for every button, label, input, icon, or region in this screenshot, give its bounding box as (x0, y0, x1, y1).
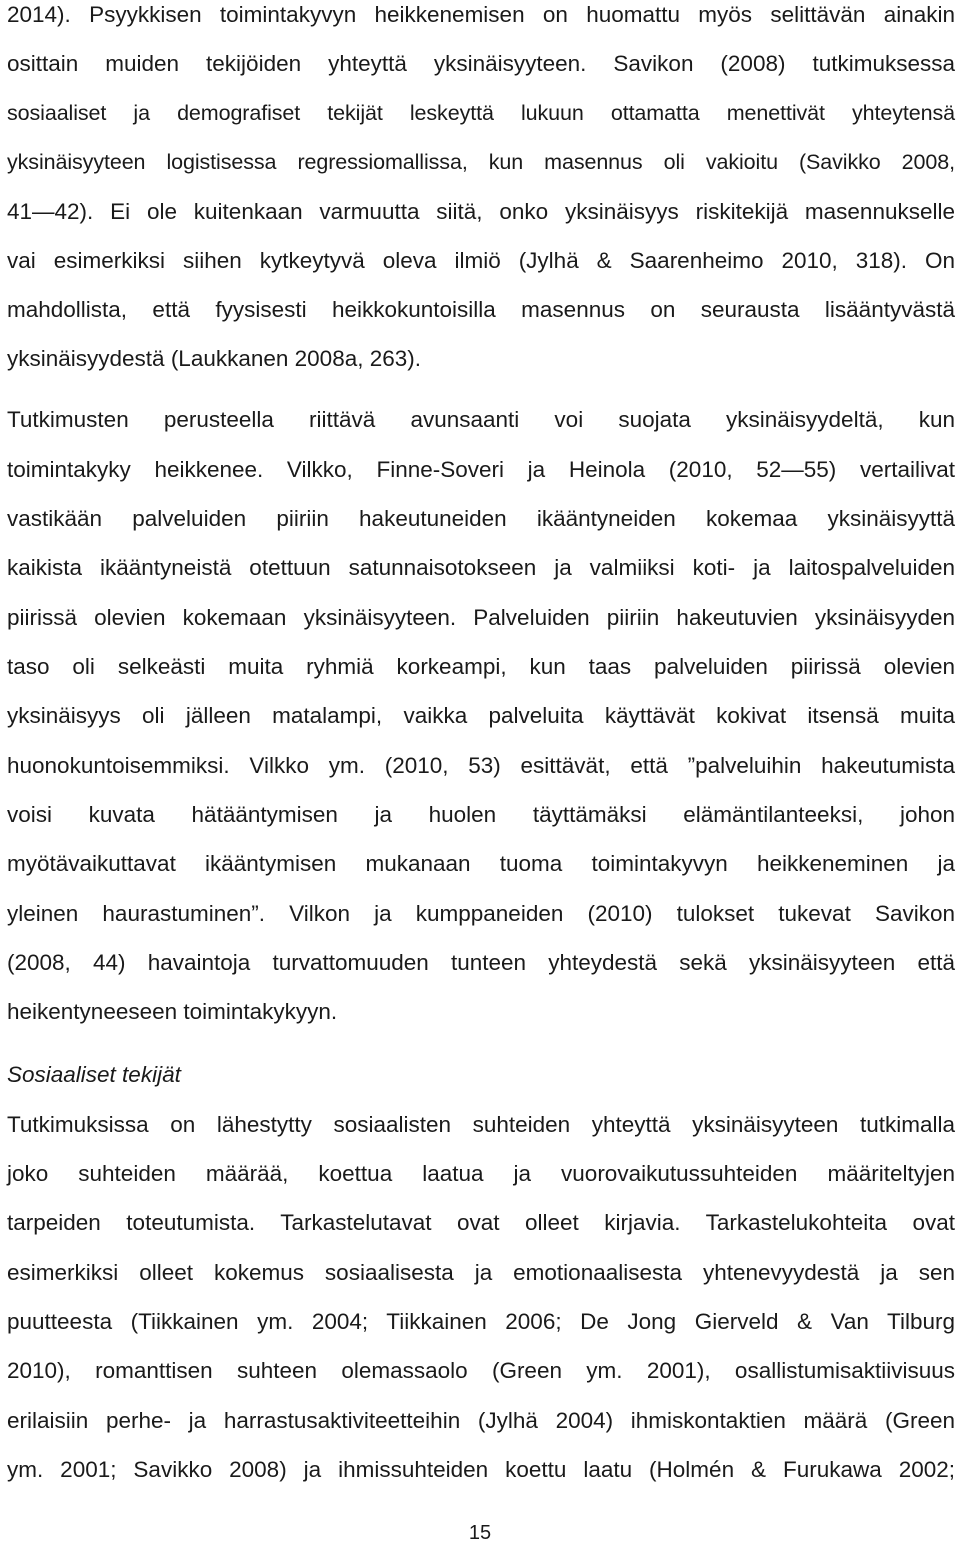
text-line: vastikään palveluiden piiriin hakeutuneiden ikääntyneiden kokemaa yksinäisyyttä (7, 506, 955, 531)
text-line: 2014). Psyykkisen toimintakyvyn heikkenemisen on huomattu myös selittävän ainakin (7, 2, 955, 27)
text-line: Tutkimusten perusteella riittävä avunsaanti voi suojata yksinäisyydeltä, kun (7, 407, 955, 432)
text-line: puutteesta (Tiikkainen ym. 2004; Tiikkainen 2006; De Jong Gierveld & Van Tilburg (7, 1309, 955, 1334)
text-line: ym. 2001; Savikko 2008) ja ihmissuhteiden koettu laatu (Holmén & Furukawa 2002; (7, 1457, 955, 1482)
text-line: piirissä olevien kokemaan yksinäisyyteen. Palveluiden piiriin hakeutuvien yksinäisyyden (7, 605, 955, 630)
text-line: mahdollista, että fyysisesti heikkokuntoisilla masennus on seurausta lisääntyvästä (7, 297, 955, 322)
text-line: yksinäisyydestä (Laukkanen 2008a, 263). (7, 346, 422, 371)
page-number: 15 (468, 1522, 492, 1544)
text-line: tarpeiden toteutumista. Tarkastelutavat ovat olleet kirjavia. Tarkastelukohteita ovat (7, 1210, 955, 1235)
text-line: yksinäisyys oli jälleen matalampi, vaikka palveluita käyttävät kokivat itsensä muita (7, 703, 955, 728)
text-line: 2010), romanttisen suhteen olemassaolo (Green ym. 2001), osallistumisaktiivisuus (7, 1358, 955, 1383)
text-line: kaikista ikääntyneistä otettuun satunnaisotokseen ja valmiiksi koti- ja laitospalveluiden (7, 555, 955, 580)
text-line: Tutkimuksissa on lähestytty sosiaalisten suhteiden yhteyttä yksinäisyyteen tutkimalla (7, 1112, 955, 1137)
text-line: yksinäisyyteen logistisessa regressiomallissa, kun masennus oli vakioitu (Savikko 2008, (7, 150, 955, 174)
text-line: myötävaikuttavat ikääntymisen mukanaan tuoma toimintakyvyn heikkeneminen ja (7, 851, 955, 876)
text-line: yleinen haurastuminen”. Vilkon ja kumppaneiden (2010) tulokset tukevat Savikon (7, 901, 955, 926)
text-line: sosiaaliset ja demografiset tekijät leskeyttä lukuun ottamatta menettivät yhteytensä (7, 101, 955, 125)
text-line: voisi kuvata hätääntymisen ja huolen täyttämäksi elämäntilanteeksi, johon (7, 802, 955, 827)
section-heading: Sosiaaliset tekijät (7, 1062, 181, 1087)
text-line: vai esimerkiksi siihen kytkeytyvä oleva ilmiö (Jylhä & Saarenheimo 2010, 318). On (7, 248, 955, 273)
text-line: joko suhteiden määrää, koettua laatua ja vuorovaikutussuhteiden määriteltyjen (7, 1161, 955, 1186)
text-line: 41—42). Ei ole kuitenkaan varmuutta siitä, onko yksinäisyys riskitekijä masennukselle (7, 199, 955, 224)
text-line: erilaisiin perhe- ja harrastusaktiviteetteihin (Jylhä 2004) ihmiskontaktien määrä (Green (7, 1408, 955, 1433)
text-line: osittain muiden tekijöiden yhteyttä yksinäisyyteen. Savikon (2008) tutkimuksessa (7, 51, 955, 76)
text-line: taso oli selkeästi muita ryhmiä korkeampi, kun taas palveluiden piirissä olevien (7, 654, 955, 679)
text-line: (2008, 44) havaintoja turvattomuuden tunteen yhteydestä sekä yksinäisyyteen että (7, 950, 955, 975)
text-line: toimintakyky heikkenee. Vilkko, Finne-Soveri ja Heinola (2010, 52—55) vertailivat (7, 457, 955, 482)
text-line: huonokuntoisemmiksi. Vilkko ym. (2010, 53) esittävät, että ”palveluihin hakeutumista (7, 753, 955, 778)
text-line: esimerkiksi olleet kokemus sosiaalisesta ja emotionaalisesta yhtenevyydestä ja sen (7, 1260, 955, 1285)
text-line: heikentyneeseen toimintakykyyn. (7, 999, 338, 1024)
